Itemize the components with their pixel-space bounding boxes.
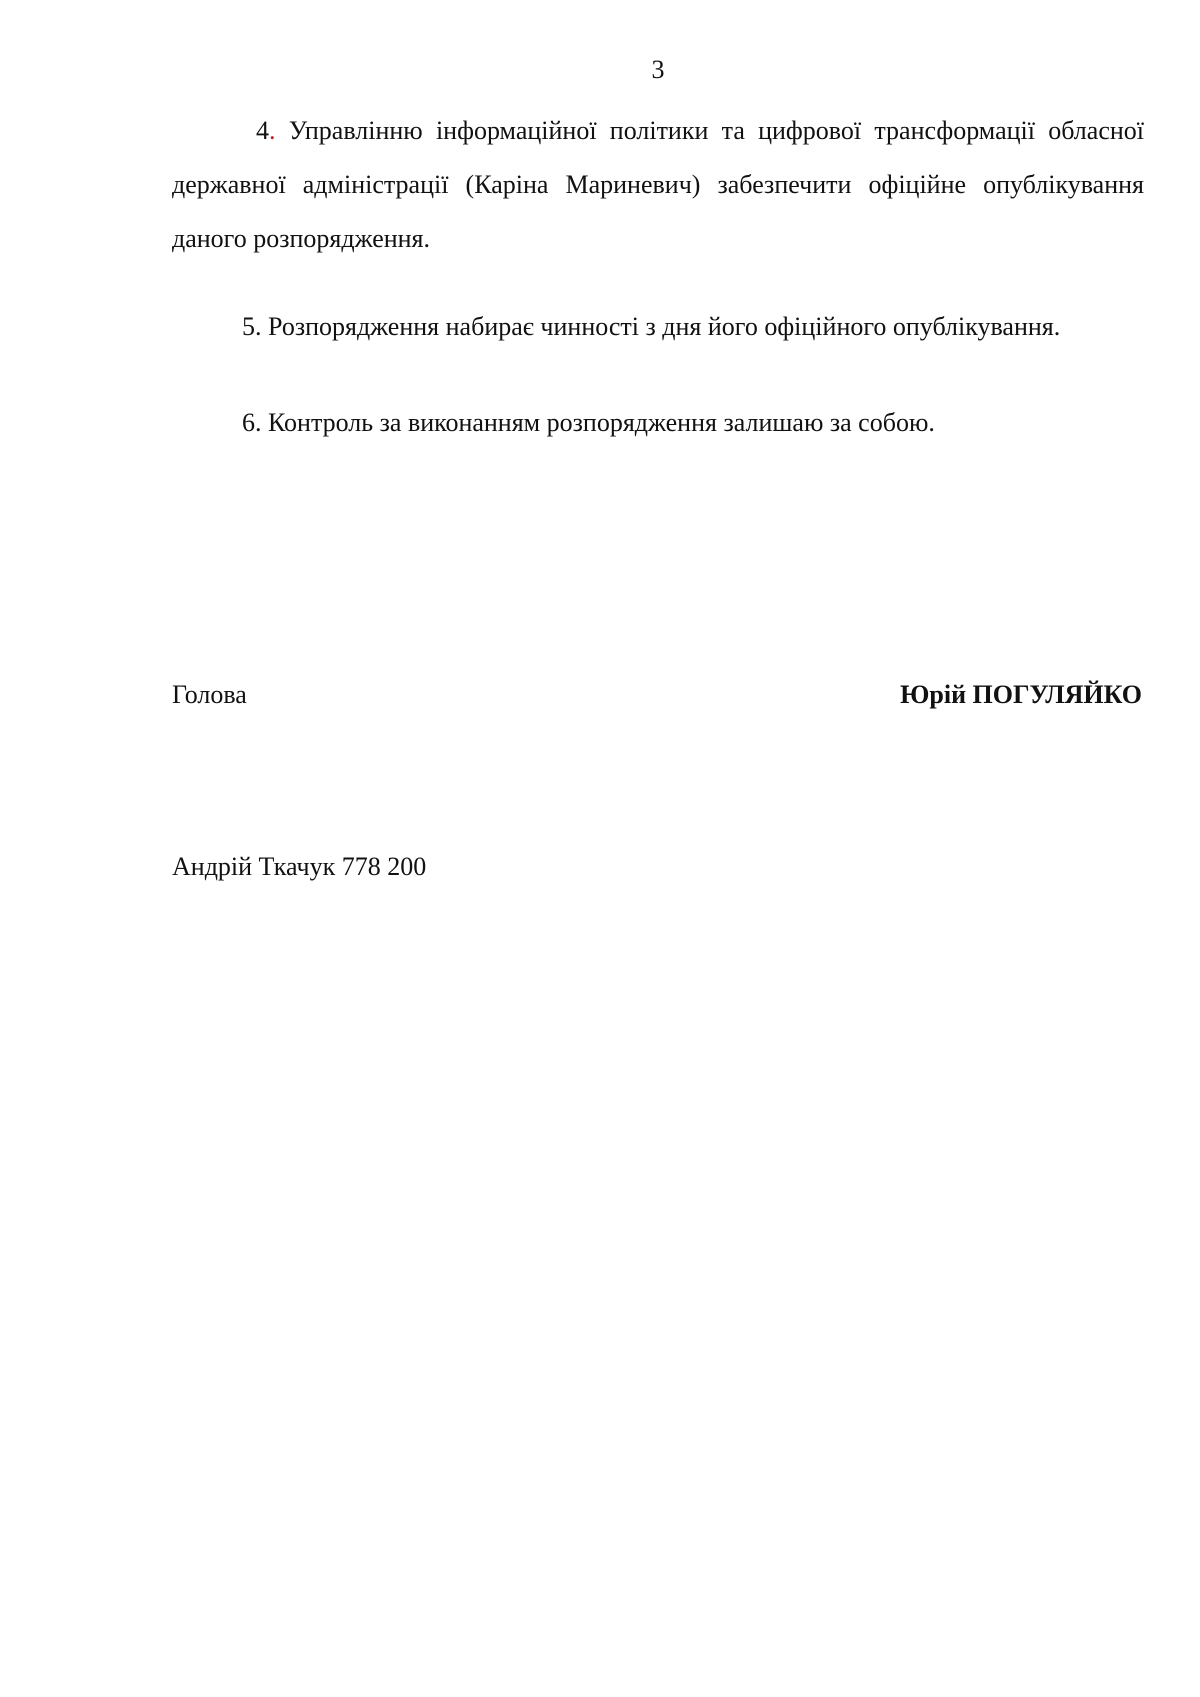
paragraph-item-4 <box>172 104 1144 266</box>
executor-contact: Андрій Ткачук 778 200 <box>172 852 427 881</box>
paragraph-number-dot: . <box>269 116 276 145</box>
page-number: 3 <box>651 55 665 84</box>
paragraph-number: 6 <box>242 408 255 437</box>
paragraph-number: 4 <box>256 116 269 145</box>
signature-block <box>172 672 1142 718</box>
paragraph-text: Контроль за виконанням розпорядження залишаю за собою. <box>261 408 935 437</box>
paragraph-number-dot: . <box>255 312 262 341</box>
paragraph-item-5 <box>172 300 1144 354</box>
signatory-position: Голова <box>172 680 247 709</box>
signatory-name: Юрій ПОГУЛЯЙКО <box>900 680 1142 709</box>
paragraph-item-6 <box>172 396 1144 450</box>
paragraph-number: 5 <box>242 312 255 341</box>
paragraph-number-dot: . <box>255 408 262 437</box>
paragraph-text: Управлінню інформаційної політики та цифрової трансформації обласної державної адміністрації (Каріна Мариневич) забезпечити офіційне опублікування даного розпорядження. <box>172 116 1144 253</box>
paragraph-text: Розпорядження набирає чинності з дня його офіційного опублікування. <box>261 312 1061 341</box>
